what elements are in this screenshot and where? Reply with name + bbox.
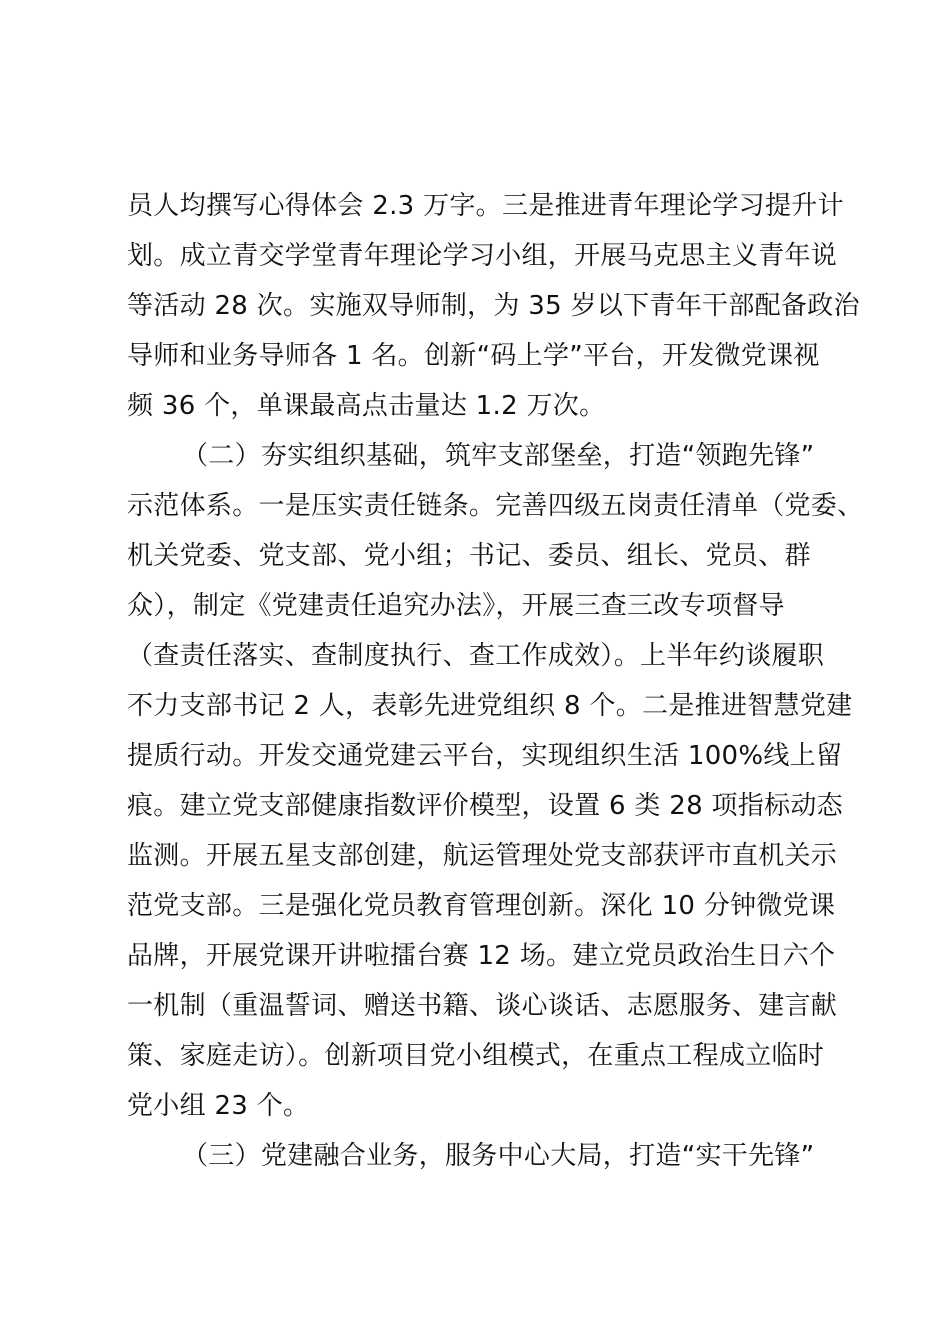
section-heading-2: （二）夯实组织基础，筑牢支部堡垒，打造“领跑先锋” <box>182 441 815 471</box>
text-line-1: 员人均撰写心得体会 2.3 万字。三是推进青年理论学习提升计 <box>127 191 844 221</box>
text-line-3: 等活动 28 次。实施双导师制，为 35 岁以下青年干部配备政治 <box>127 291 860 321</box>
text-line-4: 导师和业务导师各 1 名。创新“码上学”平台，开发微党课视 <box>127 341 820 371</box>
text-line-15: 范党支部。三是强化党员教育管理创新。深化 10 分钟微党课 <box>127 891 836 921</box>
text-line-13: 痕。建立党支部健康指数评价模型，设置 6 类 28 项指标动态 <box>127 791 843 821</box>
text-line-8: 机关党委、党支部、党小组；书记、委员、组长、党员、群 <box>127 541 811 571</box>
document-body <box>127 181 864 1181</box>
text-line-10: （查责任落实、查制度执行、查工作成效）。上半年约谈履职 <box>127 641 825 671</box>
text-line-7: 示范体系。一是压实责任链条。完善四级五岗责任清单（党委、 <box>127 491 864 521</box>
text-line-11: 不力支部书记 2 人，表彰先进党组织 8 个。二是推进智慧党建 <box>127 691 853 721</box>
text-line-17: 一机制（重温誓词、赠送书籍、谈心谈话、志愿服务、建言献 <box>127 991 838 1021</box>
text-line-18: 策、家庭走访）。创新项目党小组模式，在重点工程成立临时 <box>127 1041 825 1071</box>
text-line-12: 提质行动。开发交通党建云平台，实现组织生活 100%线上留 <box>127 741 843 771</box>
text-line-2: 划。成立青交学堂青年理论学习小组，开展马克思主义青年说 <box>127 241 838 271</box>
section-heading-3: （三）党建融合业务，服务中心大局，打造“实干先锋” <box>182 1141 815 1171</box>
text-line-9: 众），制定《党建责任追究办法》，开展三查三改专项督导 <box>127 591 785 621</box>
text-line-14: 监测。开展五星支部创建，航运管理处党支部获评市直机关示 <box>127 841 838 871</box>
text-line-19: 党小组 23 个。 <box>127 1091 310 1121</box>
text-line-16: 品牌，开展党课开讲啦擂台赛 12 场。建立党员政治生日六个 <box>127 941 836 971</box>
text-line-5: 频 36 个，单课最高点击量达 1.2 万次。 <box>127 391 606 421</box>
